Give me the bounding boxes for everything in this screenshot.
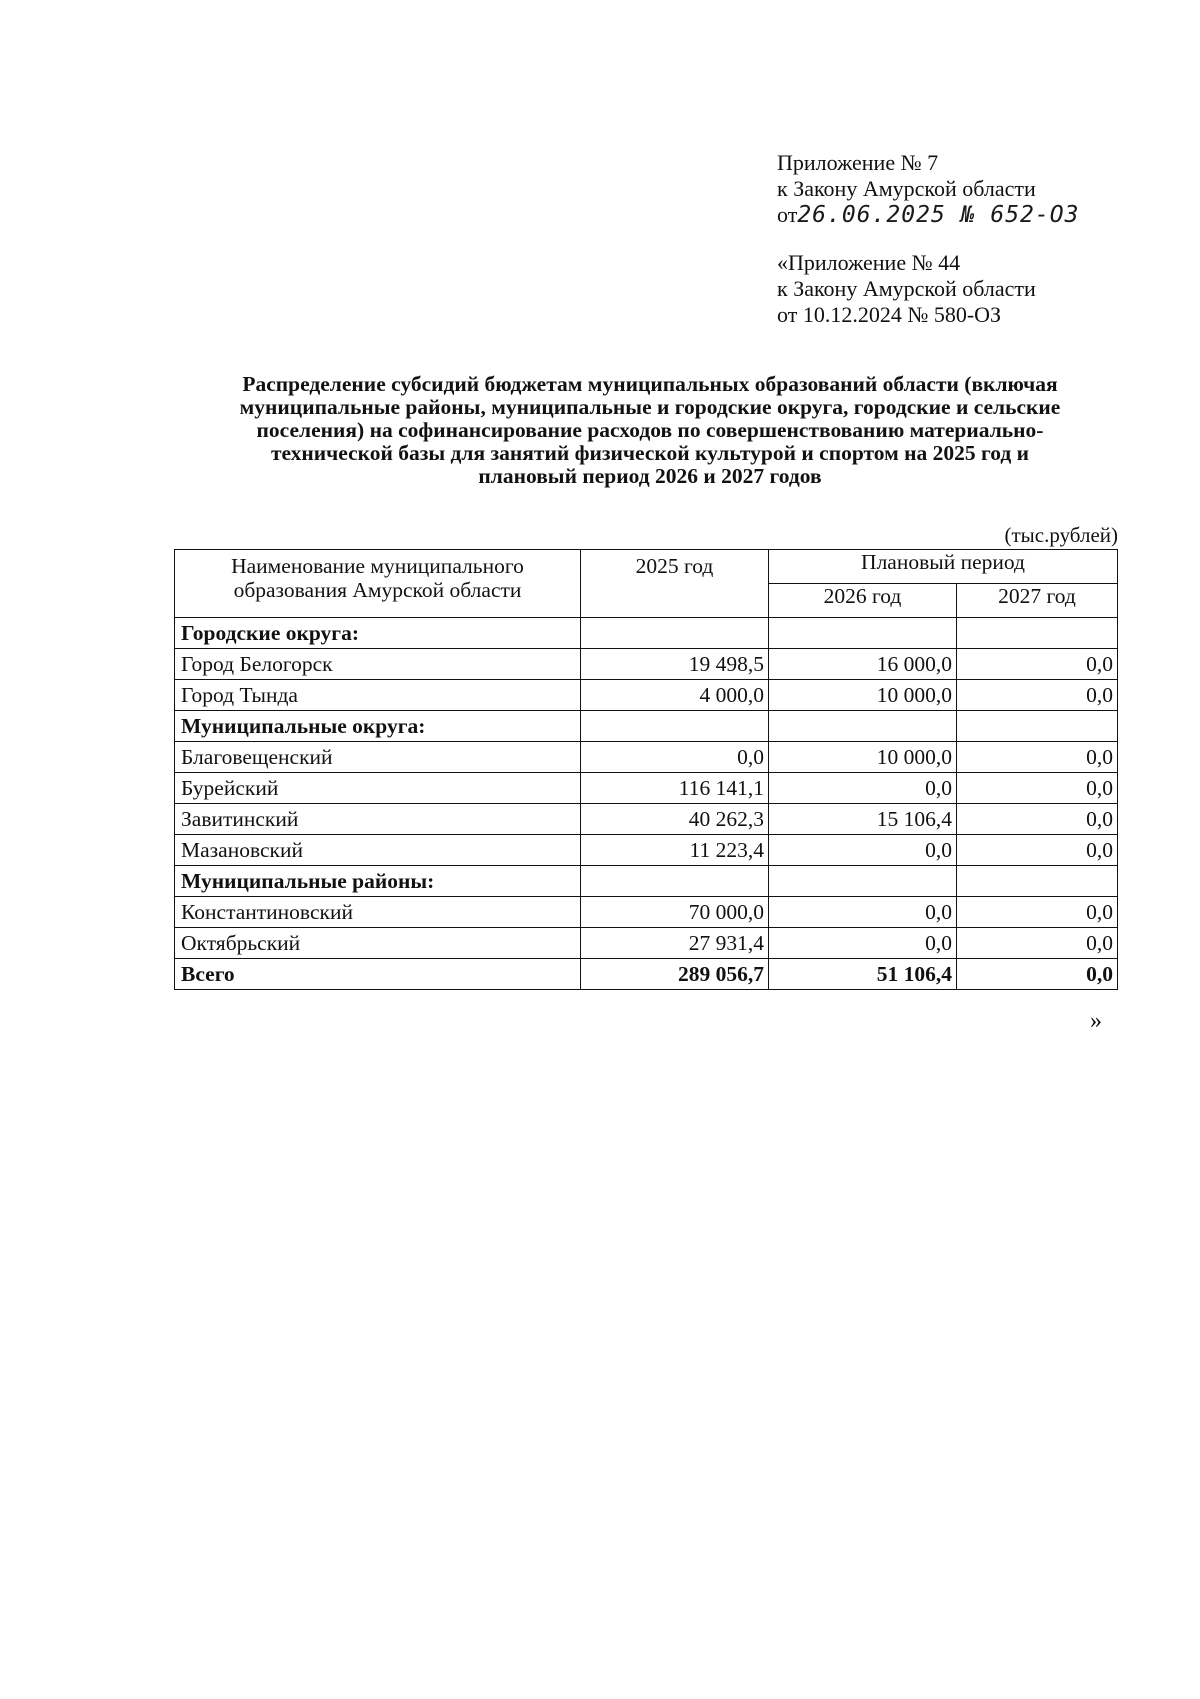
appendix-law-reference: к Закону Амурской области <box>777 176 1036 201</box>
value-2025: 40 262,3 <box>581 804 769 835</box>
group-row-municipal-regions <box>175 866 1118 897</box>
total-2026: 51 106,4 <box>769 959 957 990</box>
municipality-name: Город Белогорск <box>175 649 581 680</box>
value-2025: 4 000,0 <box>581 680 769 711</box>
header-plan-period: Плановый период <box>769 550 1118 584</box>
empty-cell <box>769 618 957 649</box>
empty-cell <box>769 866 957 897</box>
value-2026: 0,0 <box>769 897 957 928</box>
value-2027: 0,0 <box>957 804 1118 835</box>
municipality-name: Город Тында <box>175 680 581 711</box>
handwritten-date-number: 26.06.2025 № 652-ОЗ <box>797 202 1080 228</box>
table-row <box>175 773 1118 804</box>
total-2027: 0,0 <box>957 959 1118 990</box>
value-2027: 0,0 <box>957 680 1118 711</box>
previous-appendix-law-reference: к Закону Амурской области <box>777 276 1036 301</box>
table-row <box>175 804 1118 835</box>
title-line-2: муниципальные районы, муниципальные и городские округа, городские и сельские <box>239 395 1061 419</box>
municipality-name: Мазановский <box>175 835 581 866</box>
appendix-date-line <box>777 202 1177 228</box>
total-2025: 289 056,7 <box>581 959 769 990</box>
total-row <box>175 959 1118 990</box>
table-body <box>175 618 1118 990</box>
value-2027: 0,0 <box>957 897 1118 928</box>
previous-appendix-header <box>777 250 1177 328</box>
title-line-1: Распределение субсидий бюджетам муниципальных образований области (включая <box>242 372 1058 396</box>
table-row <box>175 897 1118 928</box>
subsidy-table <box>174 549 1118 990</box>
empty-cell <box>957 618 1118 649</box>
municipality-name: Бурейский <box>175 773 581 804</box>
title-line-5: плановый период 2026 и 2027 годов <box>478 464 822 488</box>
empty-cell <box>581 711 769 742</box>
header-name-line-2: образования Амурской области <box>233 578 522 602</box>
value-2026: 15 106,4 <box>769 804 957 835</box>
appendix-header <box>777 150 1177 228</box>
value-2027: 0,0 <box>957 773 1118 804</box>
value-2026: 10 000,0 <box>769 742 957 773</box>
group-label: Муниципальные районы: <box>175 866 581 897</box>
value-2026: 0,0 <box>769 773 957 804</box>
appendix-date-prefix: от <box>777 202 798 227</box>
appendix-number: Приложение № 7 <box>777 150 939 175</box>
header-year-2025: 2025 год <box>581 550 769 618</box>
empty-cell <box>581 866 769 897</box>
municipality-name: Константиновский <box>175 897 581 928</box>
table-row <box>175 835 1118 866</box>
value-2025: 0,0 <box>581 742 769 773</box>
previous-appendix-date: от 10.12.2024 № 580-ОЗ <box>777 302 1002 327</box>
municipality-name: Октябрьский <box>175 928 581 959</box>
value-2027: 0,0 <box>957 742 1118 773</box>
table-header <box>175 550 1118 618</box>
group-row-city-districts <box>175 618 1118 649</box>
value-2026: 0,0 <box>769 835 957 866</box>
empty-cell <box>769 711 957 742</box>
table-row <box>175 649 1118 680</box>
group-label: Городские округа: <box>175 618 581 649</box>
value-2027: 0,0 <box>957 649 1118 680</box>
value-2027: 0,0 <box>957 928 1118 959</box>
empty-cell <box>957 711 1118 742</box>
title-line-3: поселения) на софинансирование расходов по совершенствованию материально- <box>256 418 1044 442</box>
header-name-line-1: Наименование муниципального <box>231 554 524 578</box>
table-row <box>175 680 1118 711</box>
closing-quote: » <box>1090 1008 1102 1034</box>
value-2025: 11 223,4 <box>581 835 769 866</box>
value-2025: 116 141,1 <box>581 773 769 804</box>
value-2026: 16 000,0 <box>769 649 957 680</box>
group-label: Муниципальные округа: <box>175 711 581 742</box>
value-2025: 27 931,4 <box>581 928 769 959</box>
header-year-2026: 2026 год <box>769 584 957 618</box>
value-2025: 19 498,5 <box>581 649 769 680</box>
previous-appendix-number: «Приложение № 44 <box>777 250 961 275</box>
municipality-name: Завитинский <box>175 804 581 835</box>
value-2027: 0,0 <box>957 835 1118 866</box>
table-row <box>175 742 1118 773</box>
value-2025: 70 000,0 <box>581 897 769 928</box>
header-year-2027: 2027 год <box>957 584 1118 618</box>
table-row <box>175 928 1118 959</box>
total-label: Всего <box>175 959 581 990</box>
value-2026: 10 000,0 <box>769 680 957 711</box>
empty-cell <box>581 618 769 649</box>
document-title <box>160 373 1140 488</box>
value-2026: 0,0 <box>769 928 957 959</box>
title-line-4: технической базы для занятий физической культурой и спортом на 2025 год и <box>270 441 1030 465</box>
empty-cell <box>957 866 1118 897</box>
unit-label: (тыс.рублей) <box>1004 523 1118 547</box>
group-row-municipal-districts <box>175 711 1118 742</box>
header-municipality-name <box>175 550 581 618</box>
municipality-name: Благовещенский <box>175 742 581 773</box>
